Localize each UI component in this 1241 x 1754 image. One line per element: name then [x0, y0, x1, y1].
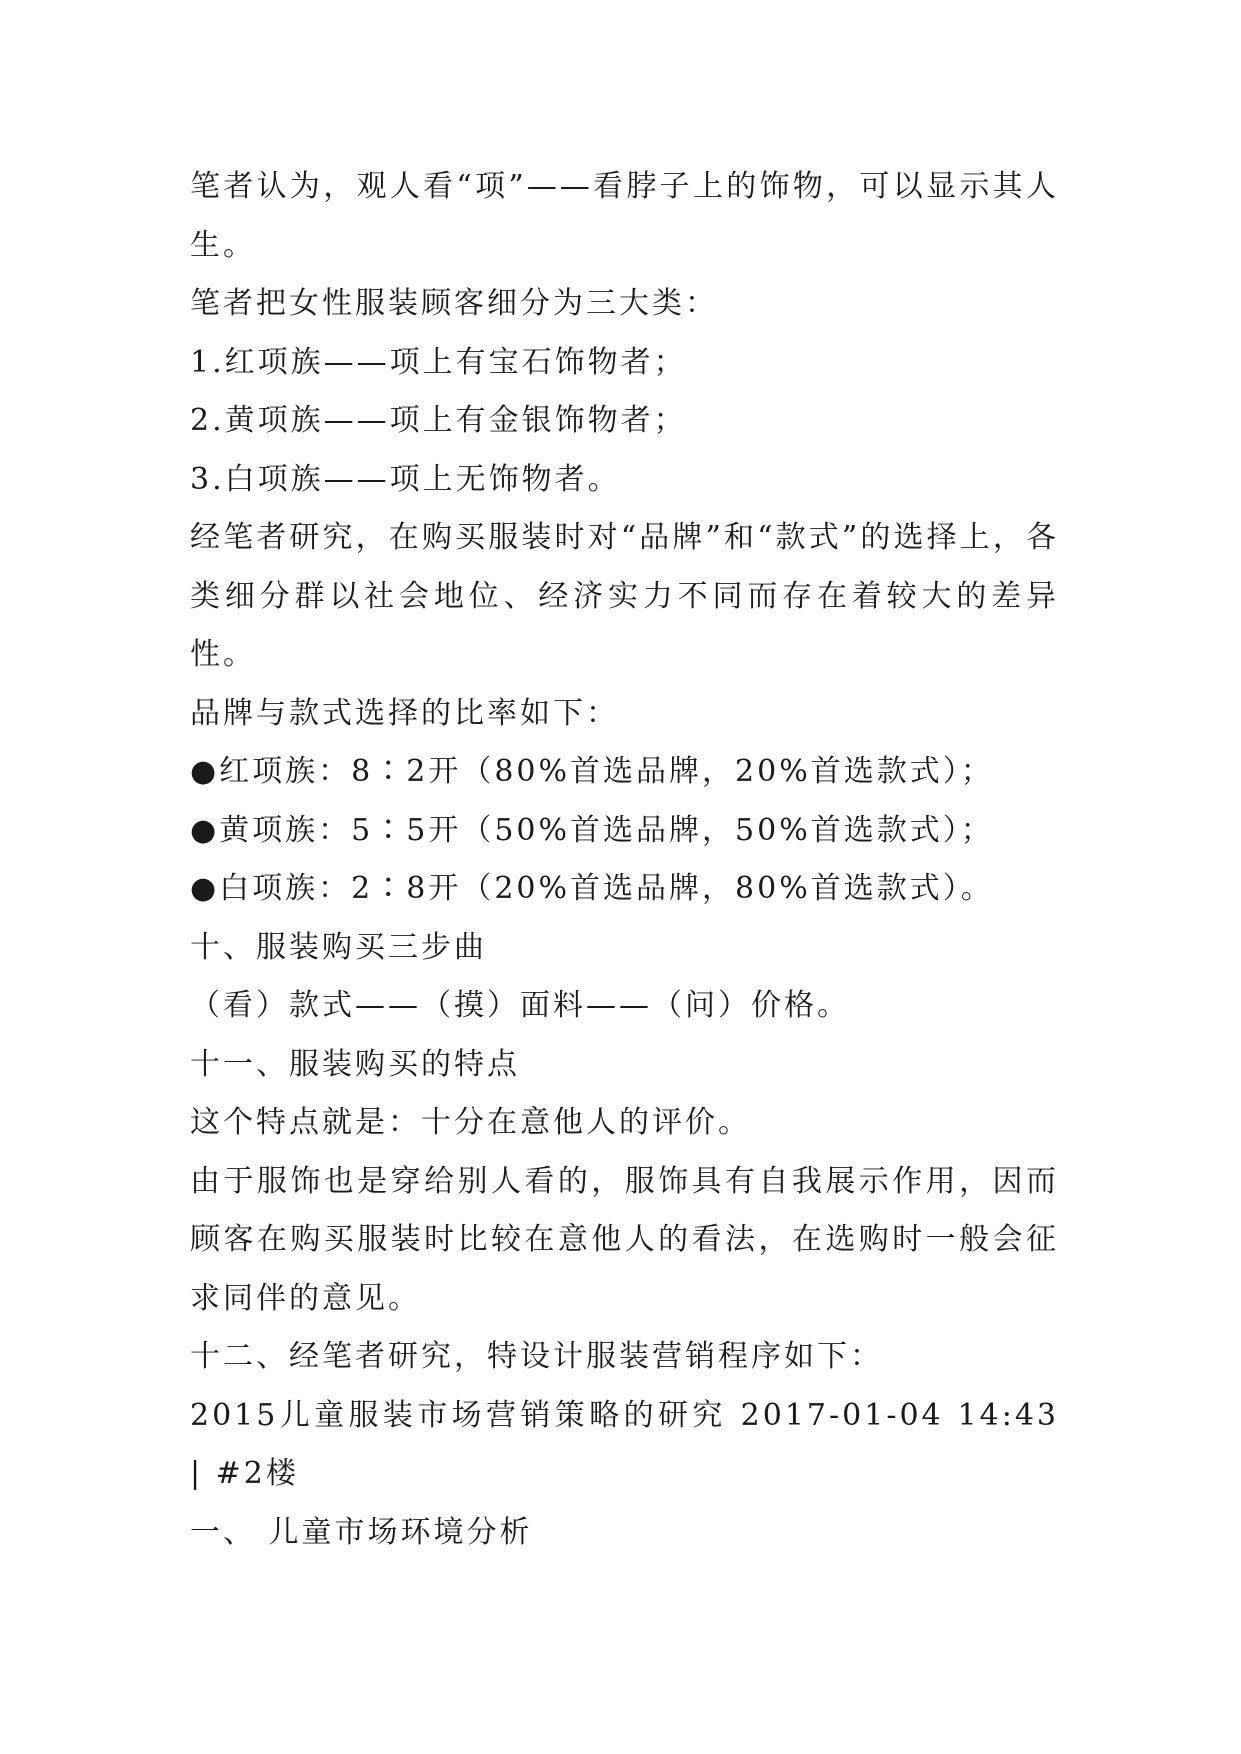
bullet-item-yellow: ●黄项族：5∶5开（50%首选品牌，50%首选款式）； [190, 812, 994, 848]
paragraph-three-steps: （看）款式——（摸）面料——（问）价格。 [190, 988, 850, 1023]
post-header: 2015儿童服装市场营销策略的研究 2017-01-04 14:43 | #2楼 [190, 1397, 1059, 1491]
bullet-item-red: ●红项族：8∶2开（80%首选品牌，20%首选款式）； [190, 754, 994, 789]
heading-section-12: 十二、经笔者研究，特设计服装营销程序如下： [190, 1339, 883, 1374]
heading-children-market: 一、 儿童市场环境分析 [190, 1514, 533, 1550]
paragraph-customer-categories: 笔者把女性服装顾客细分为三大类： [190, 286, 718, 321]
bullet-item-white: ●白项族：2∶8开（20%首选品牌，80%首选款式）。 [190, 871, 994, 906]
heading-section-11: 十一、服装购买的特点 [190, 1046, 520, 1082]
paragraph-ratio-intro: 品牌与款式选择的比率如下： [190, 695, 619, 731]
list-item-red: 1.红项族——项上有宝石饰物者； [190, 344, 687, 380]
paragraph-feature: 这个特点就是：十分在意他人的评价。 [190, 1105, 751, 1140]
paragraph-research: 经笔者研究，在购买服装时对“品牌”和“款式”的选择上，各类细分群以社会地位、经济实力不同而存在着较大的差异性。 [190, 520, 1059, 672]
list-item-yellow: 2.黄项族——项上有金银饰物者； [190, 403, 687, 438]
paragraph-intro: 笔者认为，观人看“项”——看脖子上的饰物，可以显示其人生。 [190, 169, 1059, 263]
paragraph-display: 由于服饰也是穿给别人看的，服饰具有自我展示作用，因而顾客在购买服装时比较在意他人的看法，在选购时一般会征求同伴的意见。 [190, 1163, 1059, 1316]
heading-section-10: 十、服装购买三步曲 [190, 929, 487, 965]
list-item-white: 3.白项族——项上无饰物者。 [190, 461, 621, 497]
